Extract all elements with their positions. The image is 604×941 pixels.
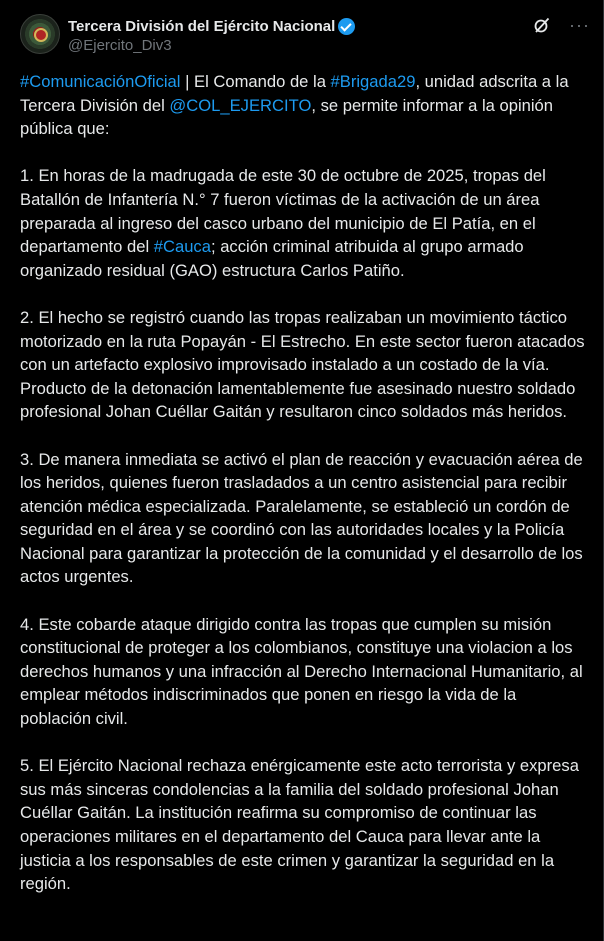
author-handle[interactable]: @Ejercito_Div3 bbox=[68, 37, 172, 54]
paragraph-5: 5. El Ejército Nacional rechaza enérgicamente este acto terrorista y expresa sus más sinceras condolencias a la familia del soldado profesional Johan Cuéllar Gaitán. La institución reafirma su compromiso de continuar las operaciones militares en el departamento del Cauca para llevar ante la justicia a los responsables de este crimen y garantizar la seguridad en la región. bbox=[20, 756, 579, 894]
p1-text-2: ; acción criminal atribuida al grupo armado organizado residual (GAO) estructura Carlos Patiño. bbox=[20, 237, 524, 280]
hashtag-brigada29[interactable]: #Brigada29 bbox=[330, 72, 416, 91]
post-header bbox=[20, 14, 590, 58]
intro-paragraph bbox=[20, 70, 590, 141]
grok-icon[interactable] bbox=[533, 16, 551, 34]
author-names bbox=[68, 16, 355, 56]
intro-text-2: , unidad adscrita a la Tercera División del bbox=[20, 72, 569, 115]
post-text bbox=[20, 70, 590, 919]
intro-text-1: | El Comando de la bbox=[180, 72, 331, 91]
paragraph-2: 2. El hecho se registró cuando las tropas realizaban un movimiento táctico motorizado en la ruta Popayán - El Estrecho. En este sector fueron atacados con un artefacto explosivo improvisado instalado a un costado de la vía. Producto de la detonación lamentablemente fue asesinado nuestro soldado profesional Johan Cuéllar Gaitán y resultaron cinco soldados más heridos. bbox=[20, 307, 585, 422]
mention-col-ejercito[interactable]: @COL_EJERCITO bbox=[169, 95, 312, 115]
intro-text-3: , se permite informar a la opinión pública que: bbox=[20, 95, 554, 139]
hashtag-cauca[interactable]: #Cauca bbox=[153, 237, 211, 257]
paragraph-1 bbox=[20, 164, 590, 282]
avatar[interactable] bbox=[20, 14, 60, 54]
paragraph-4: 4. Este cobarde ataque dirigido contra las tropas que cumplen su misión constitucional de proteger a los colombianos, constituye una violacion a los derechos humanos y una infracción al Derecho Internacional Humanitario, al emplear métodos indiscriminados que ponen en riesgo la vida de la población civil. bbox=[20, 614, 583, 729]
p1-text-1: 1. En horas de la madrugada de este 30 de octubre de 2025, tropas del Batallón de Infantería N.° 7 fueron víctimas de la activación de un área preparada al ingreso del casco urbano del municipio de El Patía, en el departamento del bbox=[20, 166, 546, 257]
display-name[interactable]: Tercera División del Ejército Nacional bbox=[68, 17, 336, 35]
verified-badge-icon[interactable] bbox=[338, 18, 355, 35]
post-actions bbox=[533, 16, 590, 34]
more-icon[interactable]: ··· bbox=[569, 15, 590, 35]
display-name-row bbox=[68, 16, 355, 36]
hashtag-comunicacion-oficial[interactable]: #ComunicaciónOficial bbox=[20, 72, 181, 91]
paragraph-3: 3. De manera inmediata se activó el plan de reacción y evacuación aérea de los heridos, quienes fueron trasladados a un centro asistencial para recibir atención médica especializada. Paralelamente, se estableció un cordón de seguridad en el área y se coordinó con las autoridades locales y la Policía Nacional para garantizar la protección de la comunidad y el desarrollo de los actos urgentes. bbox=[20, 449, 583, 587]
emblem-icon bbox=[34, 28, 48, 42]
